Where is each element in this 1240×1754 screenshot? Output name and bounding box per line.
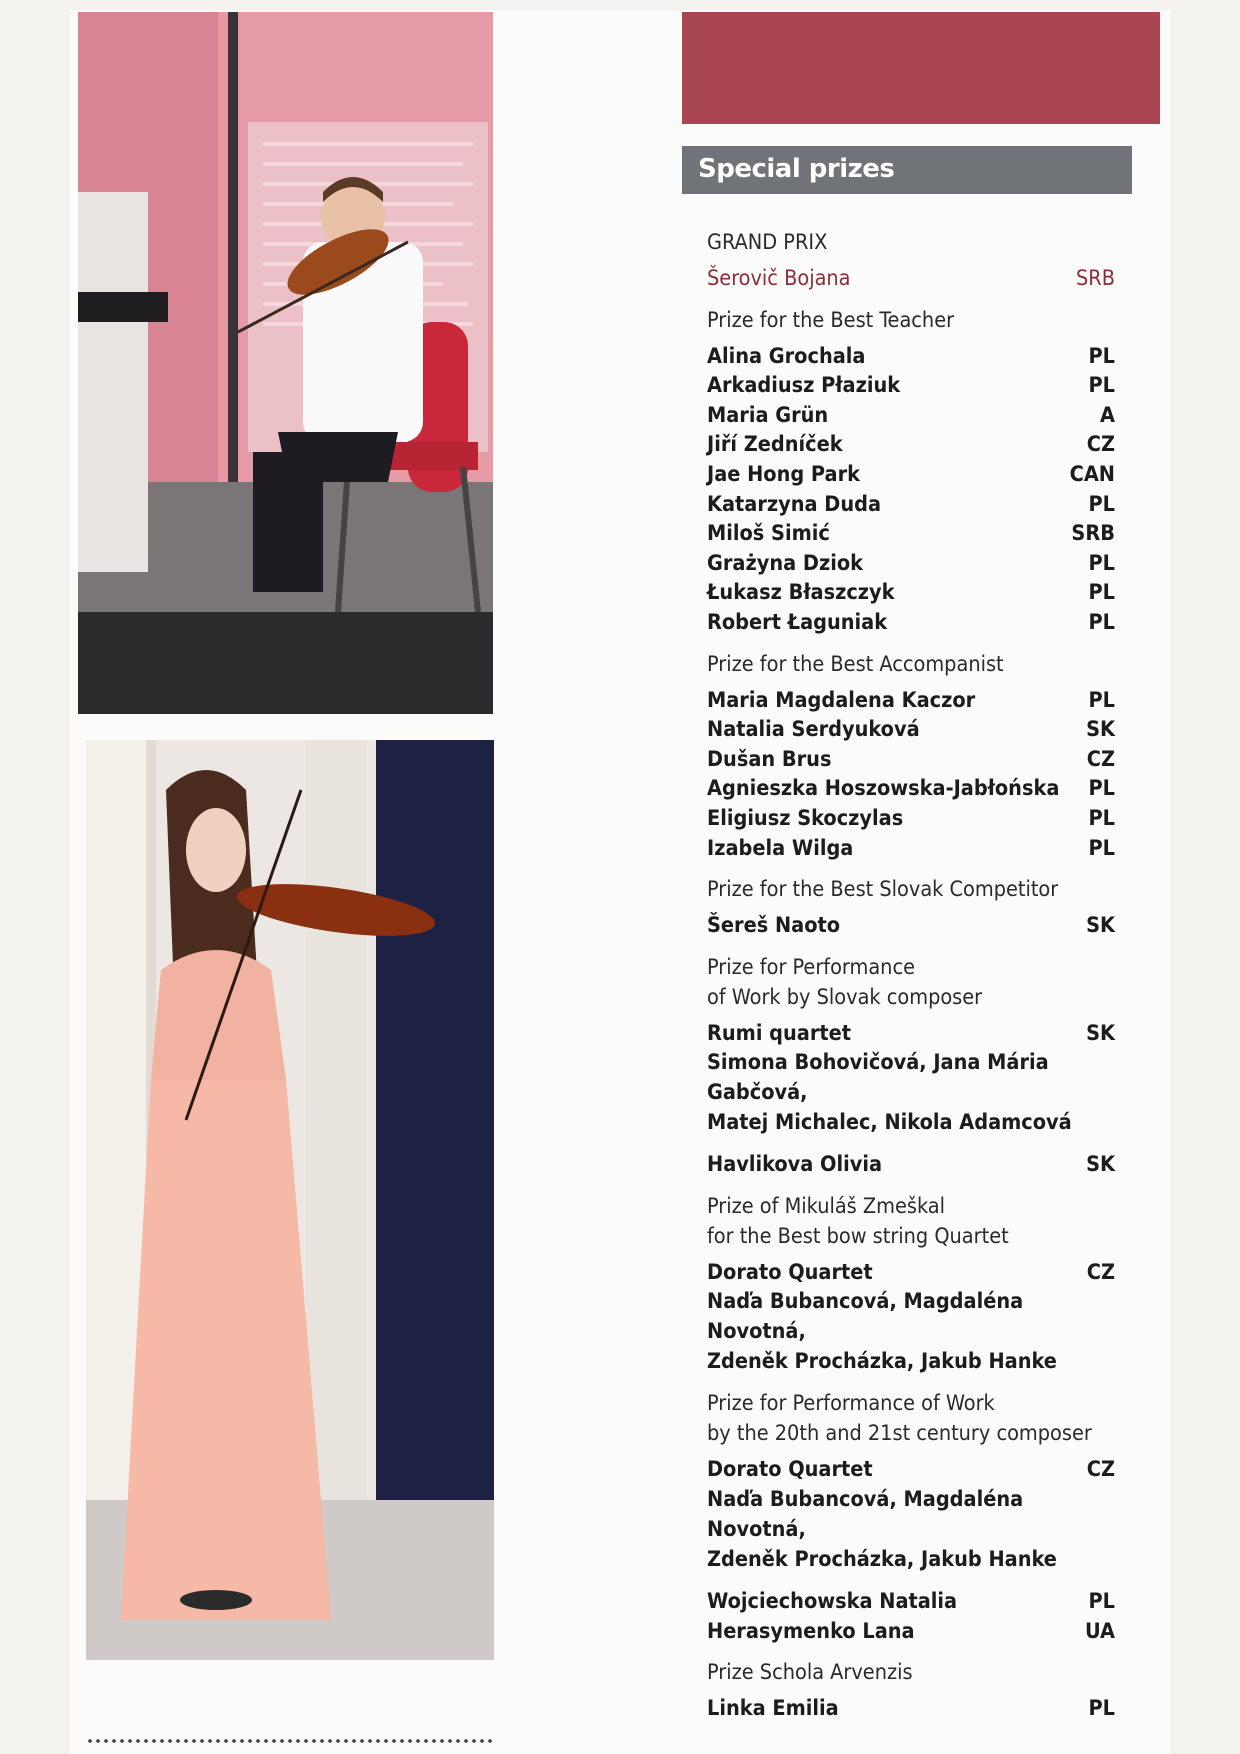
list-item (707, 774, 1115, 804)
prize-heading-best-accompanist: Prize for the Best Accompanist (707, 651, 1004, 677)
list-item (707, 804, 1115, 834)
list-item (707, 686, 1115, 716)
prize-heading-slovak-composer-2: of Work by Slovak composer (707, 984, 983, 1010)
person-country: UA (1084, 1618, 1115, 1644)
list-item (707, 490, 1115, 520)
person-name: Arkadiusz Płaziuk (707, 373, 901, 399)
prize-heading-zmeskal-1: Prize of Mikuláš Zmeškal (707, 1193, 946, 1219)
winner-name: Šerovič Bojana (707, 266, 851, 291)
person-name: Maria Grün (707, 402, 829, 428)
prize-heading-best-slovak: Prize for the Best Slovak Competitor (707, 877, 1059, 903)
ensemble-members-line: Naďa Bubancová, Magdaléna Novotná, (707, 1289, 1024, 1345)
person-name: Natalia Serdyuková (707, 717, 920, 743)
ensemble-name: Rumi quartet (707, 1020, 852, 1046)
prize-heading-slovak-composer-1: Prize for Performance (707, 954, 915, 980)
person-name: Maria Magdalena Kaczor (707, 687, 976, 713)
person-country: A (1100, 402, 1115, 428)
photo-violist-on-stage (78, 12, 493, 714)
ensemble-row (707, 1258, 1115, 1288)
list-item (707, 1150, 1115, 1180)
winner-country: SRB (1076, 266, 1115, 291)
special-prizes-list (707, 228, 1115, 1724)
person-name: Herasymenko Lana (707, 1618, 915, 1644)
ensemble-members-line: Zdeněk Procházka, Jakub Hanke (707, 1349, 1057, 1375)
section-header (682, 146, 1132, 194)
ensemble-members-line: Zdeněk Procházka, Jakub Hanke (707, 1547, 1057, 1573)
person-country: SK (1086, 1152, 1115, 1178)
list-item (707, 834, 1115, 864)
person-country: CAN (1069, 461, 1115, 487)
person-name: Wojciechowska Natalia (707, 1589, 958, 1615)
person-country: PL (1088, 776, 1115, 802)
person-country: SRB (1071, 521, 1115, 547)
person-country: CZ (1086, 432, 1115, 458)
person-country: PL (1088, 580, 1115, 606)
person-name: Robert Łaguniak (707, 609, 888, 635)
ensemble-members-line: Simona Bohovičová, Jana Mária Gabčová, (707, 1050, 1049, 1106)
ensemble-name: Dorato Quartet (707, 1259, 873, 1285)
person-country: PL (1088, 1696, 1115, 1722)
list-item (707, 911, 1115, 941)
prize-heading-century-1: Prize for Performance of Work (707, 1391, 995, 1417)
person-name: Eligiusz Skoczylas (707, 805, 904, 831)
list-item (707, 460, 1115, 490)
prize-heading-zmeskal-2: for the Best bow string Quartet (707, 1223, 1009, 1249)
list-item (707, 578, 1115, 608)
list-item (707, 549, 1115, 579)
person-name: Jiří Zedníček (707, 432, 843, 458)
person-country: PL (1088, 609, 1115, 635)
person-name: Jae Hong Park (707, 461, 860, 487)
list-item (707, 519, 1115, 549)
ensemble-country: CZ (1086, 1259, 1115, 1285)
person-name: Grażyna Dziok (707, 550, 863, 576)
grand-prix-winner-row (707, 264, 1115, 294)
ensemble-country: CZ (1086, 1457, 1115, 1483)
person-name: Alina Grochala (707, 343, 866, 369)
person-country: CZ (1086, 746, 1115, 772)
ensemble-members-line: Matej Michalec, Nikola Adamcová (707, 1110, 1072, 1136)
prize-heading-schola-arvenzis: Prize Schola Arvenzis (707, 1660, 913, 1686)
prize-heading-grand-prix: GRAND PRIX (707, 230, 828, 255)
person-name: Agnieszka Hoszowska-Jabłońska (707, 776, 1060, 802)
person-country: PL (1088, 835, 1115, 861)
person-country: PL (1088, 373, 1115, 399)
section-title: Special prizes (698, 154, 895, 184)
person-name: Havlikova Olivia (707, 1152, 883, 1178)
ensemble-members-line: Naďa Bubancová, Magdaléna Novotná, (707, 1487, 1024, 1543)
brand-color-bar (682, 12, 1160, 124)
ensemble-row (707, 1455, 1115, 1485)
person-name: Linka Emilia (707, 1696, 839, 1722)
person-country: PL (1088, 491, 1115, 517)
photo-violinist-girl (86, 740, 494, 1660)
ensemble-row (707, 1019, 1115, 1049)
list-item (707, 1694, 1115, 1724)
person-name: Katarzyna Duda (707, 491, 882, 517)
person-country: PL (1088, 343, 1115, 369)
list-item (707, 1617, 1115, 1647)
list-item (707, 371, 1115, 401)
person-country: SK (1086, 717, 1115, 743)
person-name: Miloš Simić (707, 521, 830, 547)
person-country: SK (1086, 913, 1115, 939)
list-item (707, 745, 1115, 775)
list-item (707, 430, 1115, 460)
person-country: PL (1088, 687, 1115, 713)
person-name: Šereš Naoto (707, 913, 841, 939)
prize-heading-century-2: by the 20th and 21st century composer (707, 1421, 1092, 1447)
person-name: Izabela Wilga (707, 835, 854, 861)
list-item (707, 608, 1115, 638)
list-item (707, 1587, 1115, 1617)
ensemble-name: Dorato Quartet (707, 1457, 873, 1483)
person-name: Dušan Brus (707, 746, 832, 772)
ensemble-country: SK (1086, 1020, 1115, 1046)
list-item (707, 342, 1115, 372)
list-item (707, 715, 1115, 745)
person-country: PL (1088, 1589, 1115, 1615)
person-name: Łukasz Błaszczyk (707, 580, 895, 606)
dotted-divider (86, 1738, 494, 1744)
prize-heading-best-teacher: Prize for the Best Teacher (707, 307, 955, 333)
list-item (707, 401, 1115, 431)
person-country: PL (1088, 805, 1115, 831)
person-country: PL (1088, 550, 1115, 576)
